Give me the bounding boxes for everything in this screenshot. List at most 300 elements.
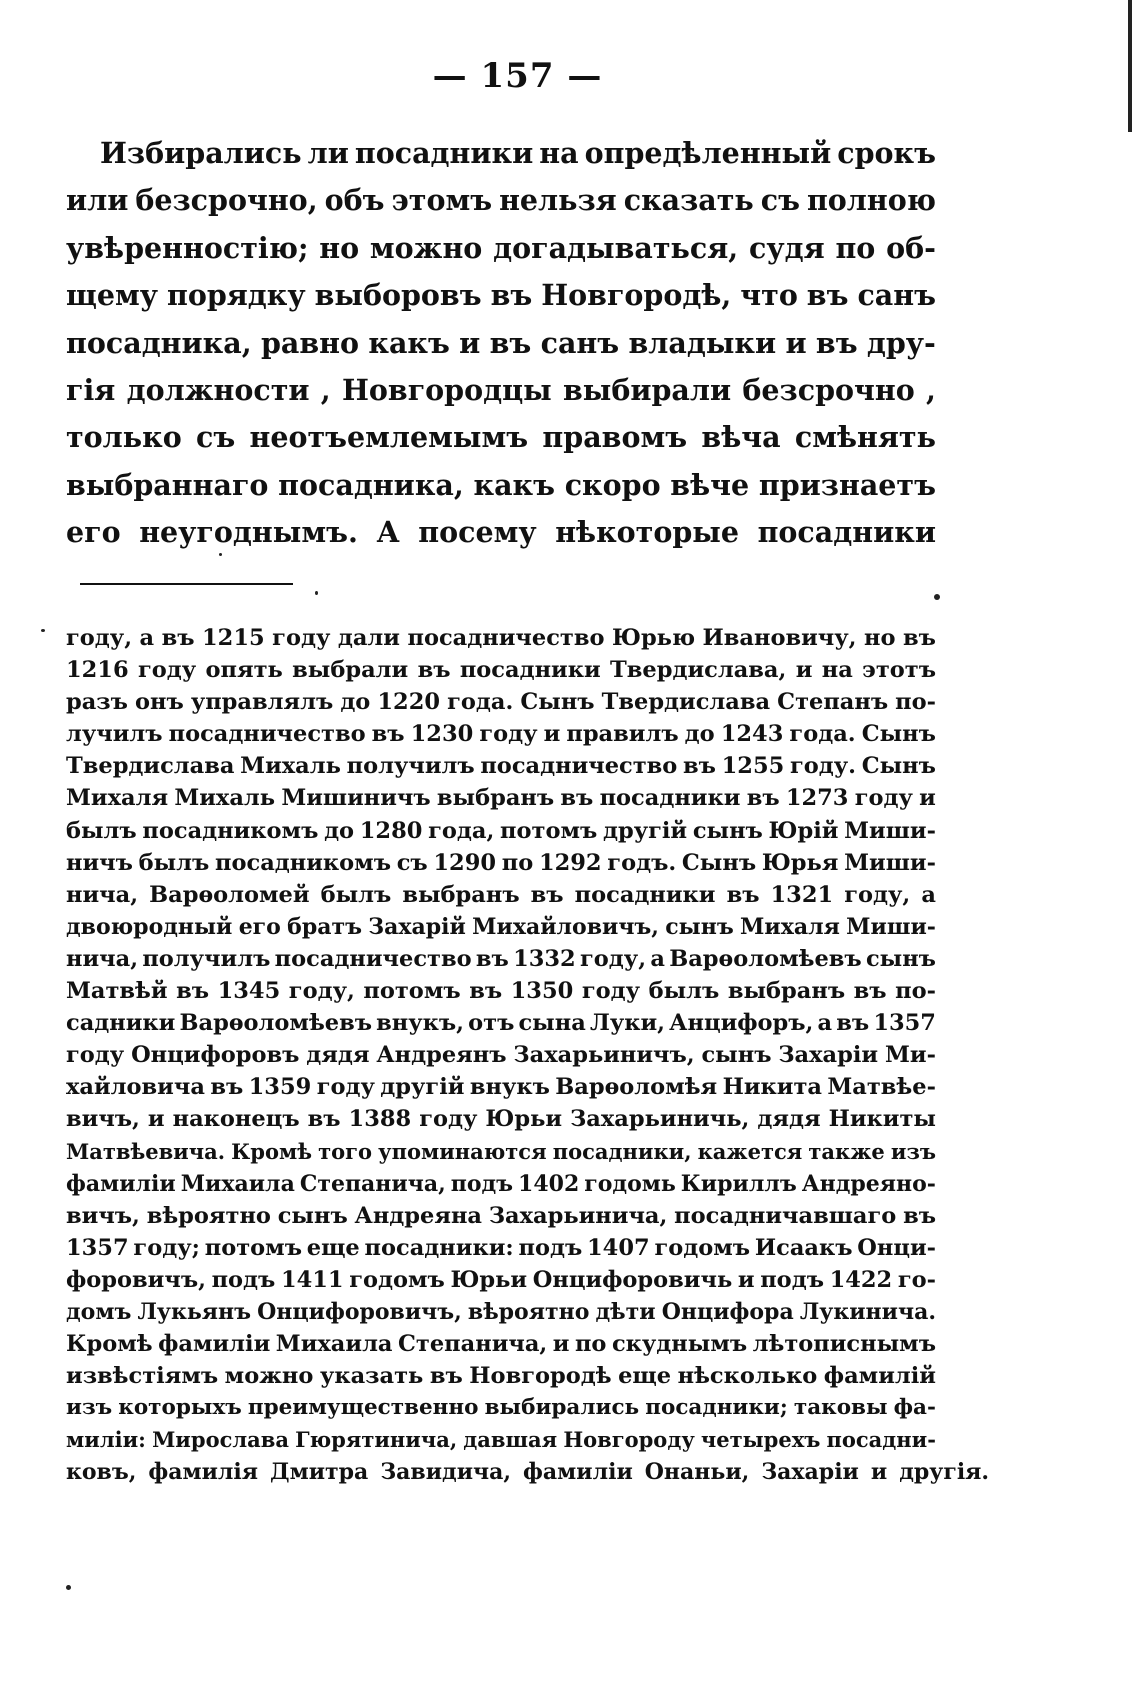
word: получилъ — [142, 945, 271, 972]
word: и — [737, 1266, 755, 1293]
word: его — [66, 515, 121, 550]
word: потомъ — [500, 817, 598, 844]
word: сказать — [623, 183, 754, 218]
word: сынъ — [277, 1202, 348, 1229]
word: Лукьянъ — [137, 1298, 252, 1325]
footnote-line — [66, 975, 936, 1007]
page-edge-mark — [1128, 0, 1132, 132]
word: году, — [66, 625, 133, 651]
word: двоюродный — [66, 913, 233, 940]
word: дали — [337, 625, 400, 651]
word: въ — [726, 881, 760, 908]
word: годъ. — [607, 849, 677, 876]
word: Варѳоломей — [149, 881, 310, 908]
word: внукъ — [469, 1074, 550, 1101]
word: выбраннаго — [66, 467, 269, 502]
word: вичъ, — [66, 1106, 140, 1133]
word: только — [66, 420, 182, 455]
word: посадничество — [274, 945, 472, 972]
footnote-line — [66, 1168, 936, 1200]
word: что — [740, 278, 798, 313]
word: таковы — [793, 1395, 888, 1421]
word: но — [864, 625, 896, 651]
word: Дмитра — [270, 1459, 369, 1486]
word: до — [684, 721, 715, 748]
word: 1220 — [377, 689, 441, 716]
word: сынъ — [665, 913, 734, 940]
word: объ — [324, 183, 385, 218]
word: Матвѣевича. — [66, 1138, 226, 1164]
word: году — [419, 1106, 478, 1133]
footnote-line — [66, 654, 936, 686]
word: Степанича, — [398, 1331, 548, 1358]
word: 1402 — [518, 1170, 580, 1197]
word: посадни- — [826, 1427, 936, 1453]
word: но — [319, 230, 360, 265]
page-number: — 157 — — [432, 56, 603, 96]
word: въ — [417, 657, 451, 684]
word: Онци- — [857, 1234, 936, 1261]
word: Андреяно- — [801, 1170, 936, 1197]
word: порядку — [166, 278, 306, 313]
footnote-line — [66, 1200, 936, 1232]
footnote-separator-rule — [80, 583, 293, 585]
word: сынъ — [692, 817, 763, 844]
word: а — [921, 881, 936, 908]
word: ковъ, — [66, 1459, 137, 1486]
footnote-line — [66, 1232, 936, 1264]
word: году — [137, 657, 197, 684]
word: Онаньи, — [644, 1459, 750, 1486]
word: въ — [307, 1106, 341, 1133]
word: сына — [518, 1010, 586, 1037]
word: Кириллъ — [680, 1170, 797, 1197]
word: году — [316, 1074, 375, 1101]
word: фамиліи — [158, 1331, 271, 1358]
word: Мишиничъ — [281, 785, 431, 812]
footnote-line — [66, 1392, 936, 1424]
word: потомъ — [204, 1234, 302, 1261]
word: Кромѣ — [66, 1331, 153, 1358]
footnote-line — [66, 782, 936, 814]
word: съ — [760, 183, 800, 218]
word: лѣтописнымъ — [752, 1331, 936, 1358]
word: дядя — [757, 1106, 821, 1133]
word: году. — [789, 753, 856, 780]
word: по- — [895, 689, 936, 716]
word: этомъ — [391, 183, 493, 218]
word: владыки — [628, 325, 777, 360]
word: изъ — [890, 1138, 936, 1164]
word: и — [870, 1459, 888, 1486]
word: какъ — [368, 325, 450, 360]
word: Новгороду — [563, 1427, 695, 1453]
word: посадника, — [278, 467, 464, 502]
word: на — [539, 136, 579, 170]
footnote-line — [66, 1424, 936, 1456]
word: выбирали — [562, 372, 732, 407]
word: Анцифоръ, — [669, 1010, 814, 1037]
word: можно — [369, 230, 483, 265]
word: безсрочно — [742, 372, 915, 407]
word: 1407 — [587, 1234, 650, 1261]
word: въ — [530, 881, 564, 908]
word: Юрьи — [485, 1106, 563, 1133]
word: посадники; — [645, 1395, 788, 1421]
word: посадники — [574, 881, 716, 908]
word: Сынъ — [861, 721, 936, 748]
word: или — [66, 183, 129, 218]
word: садники — [66, 1010, 176, 1037]
word: году; — [133, 1234, 200, 1261]
word: скуднымъ — [611, 1331, 748, 1358]
word: еще — [306, 1234, 360, 1261]
word: Юрій — [768, 817, 839, 844]
word: управлялъ — [190, 689, 334, 716]
word: Сынъ — [520, 689, 595, 716]
word: въ — [560, 785, 594, 812]
word: опредѣленный — [584, 136, 832, 170]
word: посадники — [459, 657, 601, 684]
word: Никита — [722, 1074, 822, 1101]
footnote-line — [66, 1007, 936, 1039]
word: въ — [469, 978, 503, 1005]
word: Лукинича. — [799, 1298, 936, 1325]
word: Завидича, — [380, 1459, 512, 1486]
word: Юрья — [761, 849, 839, 876]
word: 1321 — [770, 881, 834, 908]
word: Варѳоломѣевъ — [179, 1010, 372, 1037]
word: выбранъ — [402, 881, 520, 908]
word: Михаила — [275, 1331, 393, 1358]
word: 1255 — [721, 753, 785, 780]
word: года. — [447, 689, 514, 716]
word: году — [272, 625, 331, 651]
word: до — [340, 689, 371, 716]
word: и — [459, 325, 481, 360]
word: Михаля — [66, 785, 169, 812]
word: посадничество — [168, 721, 366, 748]
word: потомъ — [363, 978, 461, 1005]
footnote-line — [66, 1071, 936, 1103]
word: вичъ, — [66, 1202, 140, 1229]
word: посадникомъ — [215, 849, 391, 876]
footnote-line — [66, 622, 936, 654]
word: лучилъ — [66, 721, 163, 748]
word: Новгородѣ — [469, 1363, 612, 1390]
word: въ — [853, 978, 887, 1005]
word: 1243 — [720, 721, 784, 748]
footnote-line — [66, 1296, 936, 1328]
word: съ — [396, 849, 428, 876]
word: подъ — [518, 1234, 583, 1261]
word: 1230 — [410, 721, 474, 748]
word: по — [835, 230, 876, 265]
word: году, — [844, 881, 911, 908]
word: году — [581, 978, 641, 1005]
word: Захарьинича, — [488, 1202, 668, 1229]
footnote-line — [66, 943, 936, 975]
word: онъ — [135, 689, 184, 716]
word: въ — [903, 1202, 936, 1229]
word: нѣсколько — [677, 1363, 818, 1390]
word: преимущественно — [247, 1395, 479, 1421]
word: увѣренностію; — [66, 230, 309, 265]
word: подъ — [211, 1266, 276, 1293]
word: былъ — [66, 817, 137, 844]
word: 1359 — [248, 1074, 312, 1101]
word: по — [574, 1331, 607, 1358]
word: Миши- — [846, 913, 936, 940]
word: Мирослава — [152, 1427, 289, 1453]
word: давшая — [463, 1427, 558, 1453]
word: разъ — [66, 689, 128, 716]
word: 1290 — [433, 849, 497, 876]
word: нѣкоторые — [555, 515, 739, 550]
word: фамиліи — [523, 1459, 633, 1486]
word: полною — [806, 183, 936, 218]
word: былъ — [320, 881, 392, 908]
word: Матвѣе- — [827, 1074, 936, 1101]
footnote — [66, 622, 990, 1489]
footnote-line — [66, 718, 936, 750]
word: и — [552, 1331, 570, 1358]
word: годомь — [584, 1170, 676, 1197]
footnote-line — [66, 1039, 936, 1071]
word: въ — [161, 625, 195, 651]
print-speck — [219, 553, 222, 556]
word: Матвѣй — [66, 978, 168, 1005]
word: домъ — [66, 1298, 132, 1325]
word: въ — [210, 1074, 244, 1101]
word: года, — [428, 817, 495, 844]
word: опять — [205, 657, 283, 684]
word: въ — [815, 325, 858, 360]
word: 1292 — [538, 849, 602, 876]
word: срокъ — [837, 136, 936, 170]
word: выбрали — [292, 657, 409, 684]
word: вѣроятно — [146, 1202, 271, 1229]
word: Новгородцы — [341, 372, 552, 407]
word: Захарьиничъ, — [513, 1042, 695, 1069]
word: подъ — [450, 1170, 514, 1197]
word: также — [808, 1138, 885, 1164]
word: догадываться, — [493, 230, 739, 265]
word: неугоднымъ. — [139, 515, 358, 550]
print-speck — [934, 594, 940, 600]
word: нельзя — [499, 183, 617, 218]
word: году — [854, 785, 913, 812]
main-text-line — [66, 462, 936, 509]
word: фамиліи — [66, 1170, 176, 1197]
word: былъ — [648, 978, 720, 1005]
print-speck — [315, 591, 318, 595]
word: внукъ, — [376, 1010, 464, 1037]
word: Гюрятинича, — [295, 1427, 458, 1453]
word: миліи: — [66, 1427, 146, 1453]
word: въ — [475, 945, 509, 972]
word: посадники — [599, 785, 741, 812]
word: можно — [224, 1363, 314, 1390]
word: въ — [490, 278, 533, 313]
word: безсрочно, — [135, 183, 318, 218]
word: дѣти — [595, 1298, 656, 1325]
word: 1332 — [513, 945, 576, 972]
word: об- — [886, 230, 936, 265]
word: указать — [319, 1363, 424, 1390]
word: посадничество — [407, 625, 605, 651]
word: правилъ — [566, 721, 679, 748]
word: посадничавшаго — [674, 1202, 897, 1229]
word: Юрью — [611, 625, 696, 651]
word: равно — [260, 325, 360, 360]
footnote-line — [66, 911, 936, 943]
word: Онцифоровичъ, — [257, 1298, 462, 1325]
footnote-line — [66, 1264, 936, 1296]
footnote-line — [66, 1136, 936, 1168]
word: году — [66, 1042, 125, 1069]
word: другій — [380, 1074, 465, 1101]
word: а — [817, 1010, 833, 1037]
word: выбранъ — [727, 978, 846, 1005]
footnote-line — [66, 686, 936, 718]
word: смѣнять — [794, 420, 936, 455]
word: и — [795, 657, 813, 684]
word: Михаль — [240, 753, 341, 780]
word: ничъ — [66, 849, 133, 876]
word: дру- — [866, 325, 936, 360]
word: неотъемлемымъ — [249, 420, 529, 455]
word: нича, — [66, 881, 139, 908]
word: выбирались — [484, 1395, 640, 1421]
word: выбранъ — [436, 785, 555, 812]
word: 1273 — [785, 785, 849, 812]
word: посадники: — [364, 1234, 514, 1261]
word: и — [919, 785, 936, 812]
word: году, — [580, 945, 647, 972]
word: посадникомъ — [142, 817, 319, 844]
word: сынъ — [701, 1042, 772, 1069]
word: въ — [746, 785, 780, 812]
word: подъ — [760, 1266, 824, 1293]
word: Захаріи — [761, 1459, 859, 1486]
main-text-line — [66, 414, 936, 461]
word: Андреяна — [354, 1202, 483, 1229]
word: посадничество — [480, 753, 678, 780]
word: въ — [903, 625, 936, 651]
word: щему — [66, 278, 158, 313]
word: правомъ — [542, 420, 688, 455]
word: скоро — [564, 467, 661, 502]
word: Михайловичъ, — [472, 913, 659, 940]
print-speck — [41, 629, 45, 632]
word: братъ — [287, 913, 362, 940]
word: фамилія — [148, 1459, 259, 1486]
word: этотъ — [862, 657, 936, 684]
word: какъ — [473, 467, 555, 502]
word: посадники — [354, 136, 534, 170]
word: хайловича — [66, 1074, 205, 1101]
word: санъ — [540, 325, 620, 360]
word: въ — [489, 325, 532, 360]
word: изъ — [66, 1395, 113, 1421]
word: Михаила — [180, 1170, 295, 1197]
word: Захарій — [368, 913, 466, 940]
word: Луки, — [589, 1010, 666, 1037]
word: Твердислава — [601, 689, 771, 716]
word: еще — [618, 1363, 672, 1390]
word: и — [543, 721, 561, 748]
word: кажется — [697, 1138, 803, 1164]
word: въ — [176, 978, 210, 1005]
word: Варѳоломѣя — [555, 1074, 718, 1101]
word: 1215 — [202, 625, 265, 651]
word: А — [376, 515, 400, 550]
word: въ — [836, 1010, 870, 1037]
word: Ми- — [884, 1042, 936, 1069]
word: , — [926, 372, 936, 407]
word: года. — [789, 721, 856, 748]
word: 1280 — [359, 817, 423, 844]
word: ли — [307, 136, 349, 170]
word: гія — [66, 372, 116, 407]
main-text-line — [66, 177, 936, 224]
word: Онцифора — [661, 1298, 794, 1325]
word: годомъ — [654, 1234, 751, 1261]
word: 1357 — [873, 1010, 936, 1037]
word: съ — [196, 420, 236, 455]
word: Миши- — [844, 849, 936, 876]
word: Миши- — [844, 817, 936, 844]
word: въ — [806, 278, 849, 313]
word: Михаля — [740, 913, 840, 940]
main-text-line — [66, 320, 936, 367]
word: году, — [288, 978, 355, 1005]
main-text-line — [66, 509, 936, 556]
footnote-line — [66, 847, 936, 879]
word: должности — [126, 372, 310, 407]
word: Захаріи — [778, 1042, 879, 1069]
word: сынъ — [865, 945, 936, 972]
word: въ — [683, 753, 716, 780]
word: упоминаются — [378, 1138, 547, 1164]
word: форовичъ, — [66, 1266, 206, 1293]
word: и — [785, 325, 807, 360]
word: го- — [897, 1266, 936, 1293]
word: Степанъ — [777, 689, 889, 716]
word: посадника, — [66, 325, 252, 360]
word: на — [821, 657, 853, 684]
word: получилъ — [346, 753, 475, 780]
main-paragraph — [66, 130, 936, 557]
word: вѣроятно — [467, 1298, 590, 1325]
footnote-line — [66, 1360, 936, 1392]
word: Избирались — [100, 136, 302, 170]
word: Онцифоровичь — [532, 1266, 733, 1293]
word: Ивановичу, — [702, 625, 857, 651]
word: Исаакъ — [754, 1234, 853, 1261]
word: Твердислава, — [610, 657, 787, 684]
main-text-line — [66, 367, 936, 414]
word: вѣче — [670, 467, 750, 502]
word: вѣча — [701, 420, 781, 455]
word: и — [147, 1106, 165, 1133]
word: Степанича, — [299, 1170, 446, 1197]
word: 1350 — [510, 978, 574, 1005]
word: Онцифоровъ — [131, 1042, 300, 1069]
footnote-line — [66, 1103, 936, 1135]
word: фа- — [893, 1395, 936, 1421]
